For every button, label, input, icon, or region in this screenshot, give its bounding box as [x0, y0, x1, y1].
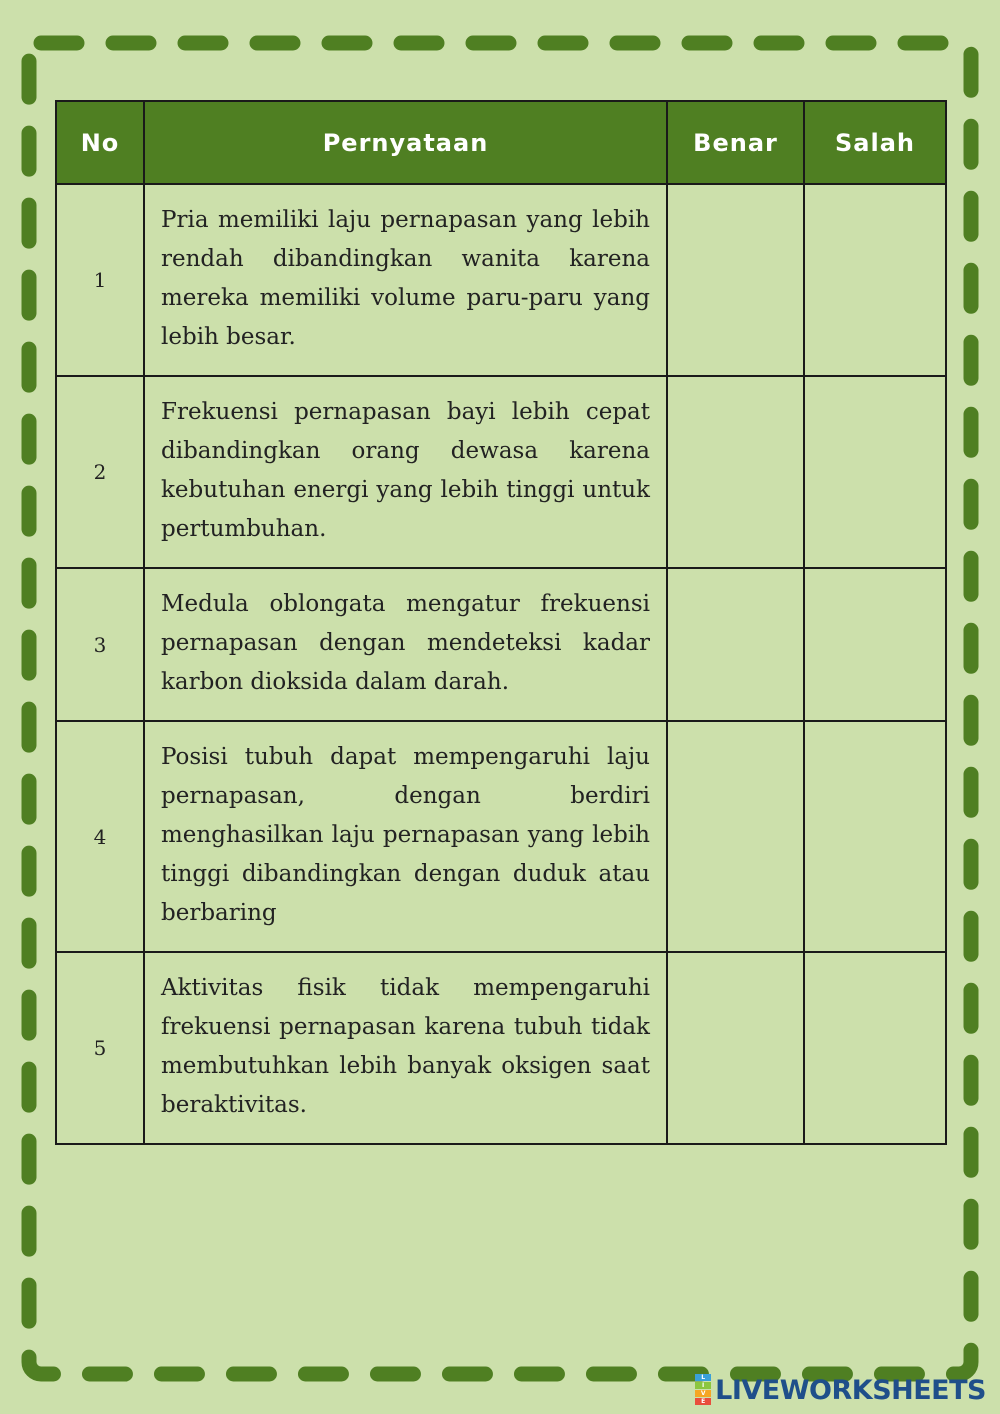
- table-row: [56, 376, 946, 568]
- answer-true-cell[interactable]: [667, 184, 804, 376]
- answer-false-cell[interactable]: [804, 184, 946, 376]
- true-false-table: [55, 100, 947, 1145]
- answer-true-cell[interactable]: [667, 376, 804, 568]
- row-number: 3: [56, 568, 144, 721]
- answer-true-cell[interactable]: [667, 952, 804, 1144]
- row-statement: Frekuensi pernapasan bayi lebih cepat dibandingkan orang dewasa karena kebutuhan energi yang lebih tinggi untuk pertumbuhan.: [144, 376, 667, 568]
- answer-false-cell[interactable]: [804, 721, 946, 952]
- row-statement: Aktivitas fisik tidak mempengaruhi frekuensi pernapasan karena tubuh tidak membutuhkan lebih banyak oksigen saat beraktivitas.: [144, 952, 667, 1144]
- table-row: [56, 952, 946, 1144]
- answer-true-cell[interactable]: [667, 721, 804, 952]
- answer-true-cell[interactable]: [667, 568, 804, 721]
- answer-false-cell[interactable]: [804, 376, 946, 568]
- liveworksheets-logo-icon: L I V E: [695, 1374, 711, 1406]
- liveworksheets-watermark[interactable]: [695, 1374, 986, 1406]
- row-number: 2: [56, 376, 144, 568]
- watermark-text: LIVEWORKSHEETS: [715, 1374, 986, 1406]
- table-header-row: [56, 101, 946, 184]
- table-row: [56, 184, 946, 376]
- header-statement: Pernyataan: [144, 101, 667, 184]
- answer-false-cell[interactable]: [804, 568, 946, 721]
- row-number: 5: [56, 952, 144, 1144]
- header-true: Benar: [667, 101, 804, 184]
- header-no: No: [56, 101, 144, 184]
- row-statement: Pria memiliki laju pernapasan yang lebih rendah dibandingkan wanita karena mereka memiliki volume paru-paru yang lebih besar.: [144, 184, 667, 376]
- header-false: Salah: [804, 101, 946, 184]
- row-number: 4: [56, 721, 144, 952]
- row-statement: Medula oblongata mengatur frekuensi pernapasan dengan mendeteksi kadar karbon dioksida dalam darah.: [144, 568, 667, 721]
- table-row: [56, 568, 946, 721]
- row-number: 1: [56, 184, 144, 376]
- answer-false-cell[interactable]: [804, 952, 946, 1144]
- row-statement: Posisi tubuh dapat mempengaruhi laju pernapasan, dengan berdiri menghasilkan laju pernapasan yang lebih tinggi dibandingkan dengan duduk atau berbaring: [144, 721, 667, 952]
- table-row: [56, 721, 946, 952]
